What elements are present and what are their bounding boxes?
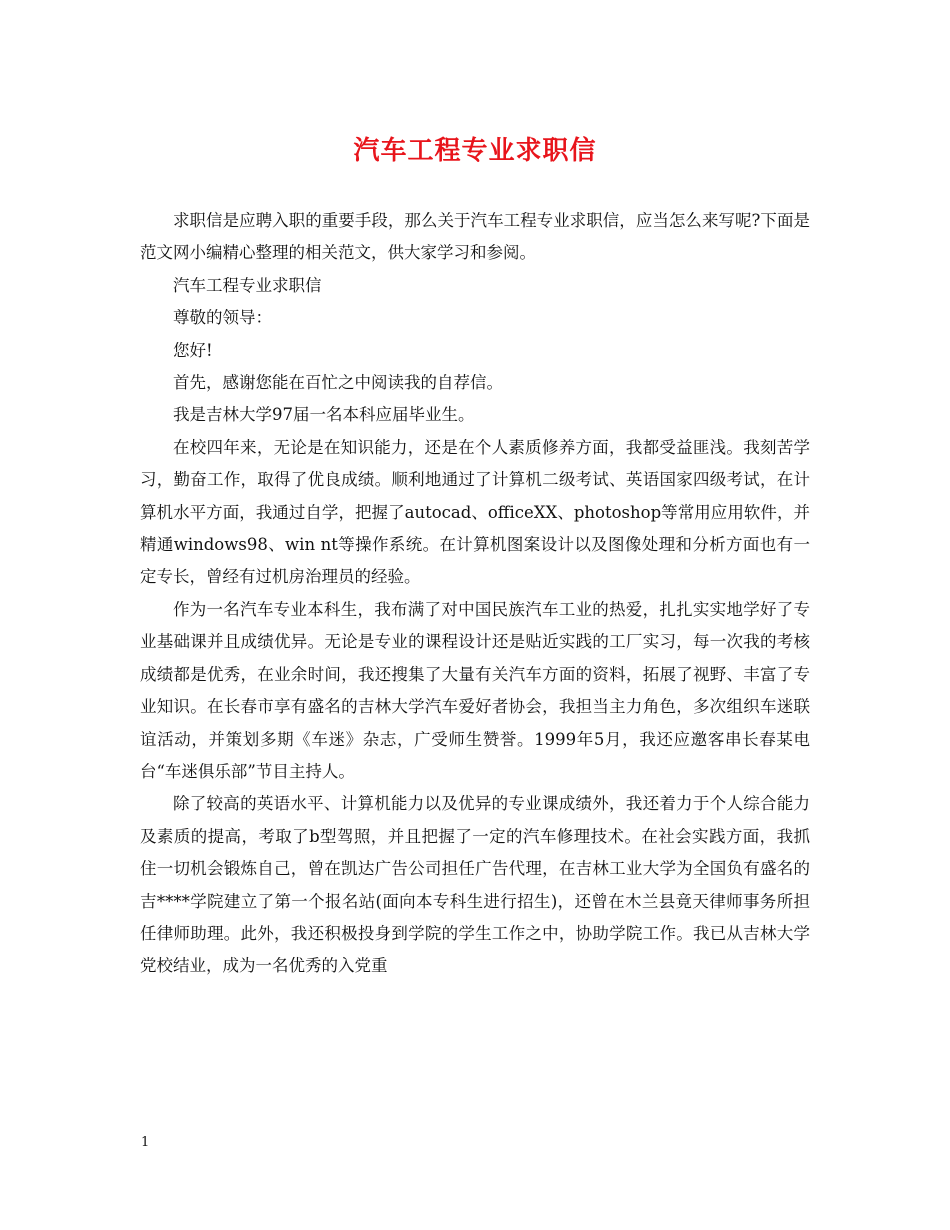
paragraph-thanks: 首先，感谢您能在百忙之中阅读我的自荐信。 xyxy=(173,373,503,393)
paragraph-self-intro: 我是吉林大学97届一名本科应届毕业生。 xyxy=(173,405,475,425)
paragraph-salutation: 尊敬的领导： xyxy=(173,308,272,328)
paragraph-greeting: 您好! xyxy=(173,340,213,360)
paragraph-intro: 求职信是应聘入职的重要手段，那么关于汽车工程专业求职信，应当怎么来写呢?下面是范文网小编精心整理的相关范文，供大家学习和参阅。 xyxy=(140,211,810,263)
paragraph-study: 在校四年来，无论是在知识能力，还是在个人素质修养方面，我都受益匪浅。我刻苦学习，勤奋工作，取得了优良成绩。顺利地通过了计算机二级考试、英语国家四级考试，在计算机水平方面，我通过自学，把握了autocad、officeXX、photoshop等常用应用软件，并精通windows98、win nt等操作系统。在计算机图案设计以及图像处理和分析方面也有一定专长，曾经有过机房治理员的经验。 xyxy=(140,437,810,587)
paragraph-major: 作为一名汽车专业本科生，我布满了对中国民族汽车工业的热爱，扎扎实实地学好了专业基础课并且成绩优异。无论是专业的课程设计还是贴近实践的工厂实习，每一次我的考核成绩都是优秀，在业余时间，我还搜集了大量有关汽车方面的资料，拓展了视野、丰富了专业知识。在长春市享有盛名的吉林大学汽车爱好者协会，我担当主力角色，多次组织车迷联谊活动，并策划多期《车迷》杂志，广受师生赞誉。1999年5月，我还应邀客串长春某电台“车迷俱乐部”节目主持人。 xyxy=(140,599,810,781)
document-body xyxy=(140,205,810,983)
paragraph-letter-title: 汽车工程专业求职信 xyxy=(173,275,322,295)
document-title: 汽车工程专业求职信 xyxy=(353,136,597,166)
paragraph-abilities: 除了较高的英语水平、计算机能力以及优异的专业课成绩外，我还着力于个人综合能力及素质的提高，考取了b型驾照，并且把握了一定的汽车修理技术。在社会实践方面，我抓住一切机会锻炼自己，曾在凯达广告公司担任广告代理，在吉林工业大学为全国负有盛名的吉****学院建立了第一个报名站(面向本专科生进行招生)，还曾在木兰县竟天律师事务所担任律师助理。此外，我还积极投身到学院的学生工作之中，协助学院工作。我已从吉林大学党校结业，成为一名优秀的入党重 xyxy=(140,794,810,976)
page-number: 1 xyxy=(141,1135,150,1150)
